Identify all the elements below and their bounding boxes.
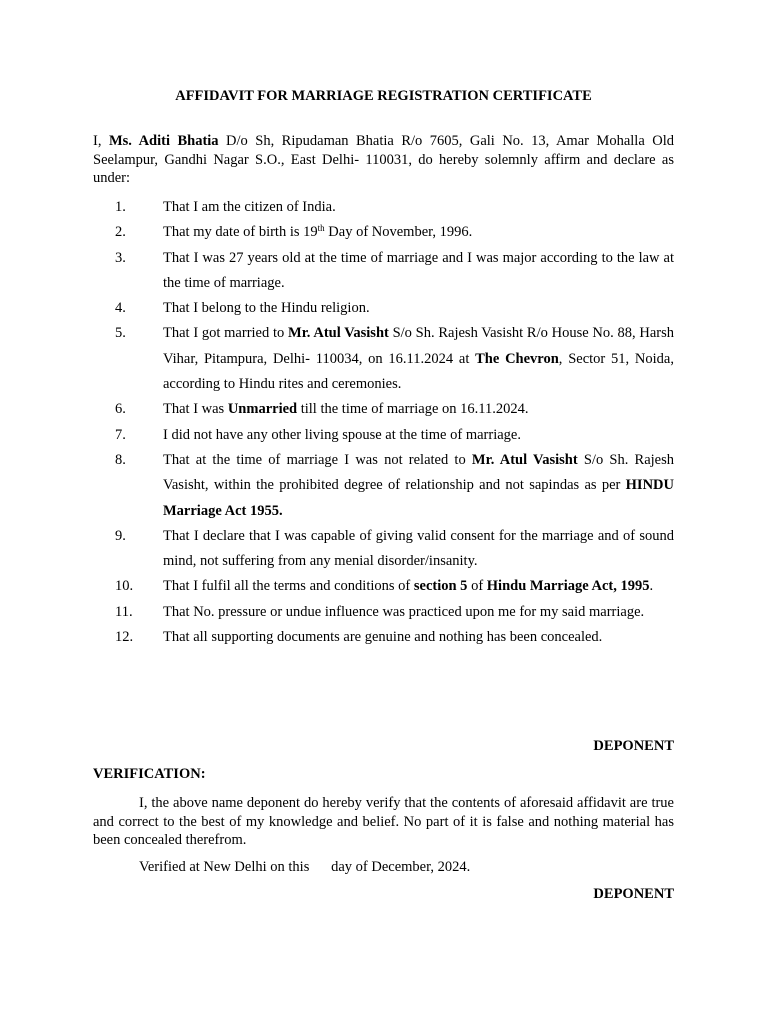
- intro-paragraph: [93, 132, 674, 188]
- verified-at-line: Verified at New Delhi on this day of December, 2024.: [139, 859, 471, 875]
- verification-paragraph: I, the above name deponent do hereby verify that the contents of aforesaid affidavit are true and correct to the best of my knowledge and belief. No part of it is false and nothing material has been concealed therefrom.: [93, 795, 674, 848]
- clause-text: That I declare that I was capable of giving valid consent for the marriage and of sound mind, not suffering from any menial disorder/insanity.: [163, 527, 674, 570]
- ordinal-suffix: th: [317, 223, 325, 234]
- clause-number: 3.: [115, 249, 126, 266]
- clause-text: That all supporting documents are genuine and nothing has been concealed.: [163, 629, 603, 646]
- clause-number: 9.: [115, 527, 126, 544]
- clause-number: 8.: [115, 451, 126, 468]
- clause-text: That I got married to: [163, 325, 289, 342]
- clause-12: [93, 625, 674, 650]
- clause-number: 12.: [115, 629, 134, 646]
- spouse-name: Mr. Atul Vasisht: [471, 451, 578, 468]
- clause-8: [93, 448, 674, 524]
- clause-10: [93, 574, 674, 599]
- spouse-name: Mr. Atul Vasisht: [288, 325, 389, 342]
- clause-number: 2.: [115, 224, 126, 241]
- clause-text: That I fulfil all the terms and conditions of: [163, 578, 414, 595]
- clause-number: 5.: [115, 325, 126, 342]
- clause-text: That No. pressure or undue influence was practiced upon me for my said marriage.: [163, 603, 645, 620]
- clause-number: 11.: [115, 603, 133, 620]
- document-title: AFFIDAVIT FOR MARRIAGE REGISTRATION CERTIFICATE: [175, 88, 592, 104]
- deponent-signature-label: DEPONENT: [593, 886, 674, 902]
- clause-text: Day of November, 1996.: [324, 224, 473, 241]
- verification-heading: VERIFICATION:: [93, 766, 206, 782]
- clause-text: That I am the citizen of India.: [163, 199, 336, 215]
- clause-number: 1.: [115, 199, 126, 215]
- clause-9: [93, 524, 674, 575]
- clause-text: .: [649, 578, 654, 595]
- clause-4: [93, 296, 674, 321]
- clause-number: 4.: [115, 300, 126, 317]
- clause-7: [93, 423, 674, 448]
- deponent-name: Ms. Aditi Bhatia: [108, 133, 219, 149]
- clause-text: That I was 27 years old at the time of marriage and I was major according to the law at the time of marriage.: [163, 249, 674, 291]
- clause-list: [93, 195, 674, 650]
- clause-text: I did not have any other living spouse at the time of marriage.: [163, 426, 521, 443]
- clause-text: , Sector 51, Noida, according to Hindu rites and ceremonies.: [163, 350, 674, 393]
- deponent-label: DEPONENT: [593, 738, 674, 754]
- clause-text: S/o Sh. Rajesh Vasisht, within the prohibited degree of relationship and not sapindas as per: [163, 451, 675, 494]
- intro-rest: D/o Sh, Ripudaman Bhatia R/o 7605, Gali No. 13, Amar Mohalla Old Seelampur, Gandhi Nagar S.O., East Delhi- 110031, do hereby solemnly affirm and declare as under:: [93, 133, 674, 186]
- section-reference: section 5: [413, 578, 468, 595]
- clause-5: [93, 321, 674, 397]
- clause-text: That I belong to the Hindu religion.: [163, 300, 370, 317]
- clause-number: 6.: [115, 401, 126, 418]
- clause-text: That I was: [163, 401, 228, 418]
- clause-text: till the time of marriage on 16.11.2024.: [297, 401, 529, 418]
- clause-text: That at the time of marriage I was not related to: [163, 451, 472, 468]
- clause-2: [93, 220, 674, 245]
- venue-name: The Chevron: [475, 350, 559, 367]
- clause-1: [93, 195, 674, 220]
- clause-3: [93, 246, 674, 297]
- clause-text: of: [467, 578, 487, 595]
- clause-number: 10.: [115, 578, 134, 595]
- clause-11: [93, 600, 674, 625]
- act-reference: HINDU Marriage Act 1955.: [163, 477, 674, 519]
- clause-6: [93, 397, 674, 422]
- clause-text: S/o Sh. Rajesh Vasisht R/o House No. 88, Harsh Vihar, Pitampura, Delhi- 110034, on 16.11.2024 at: [163, 325, 675, 367]
- act-reference: Hindu Marriage Act, 1995: [486, 578, 650, 595]
- intro-prefix: I,: [93, 133, 109, 149]
- clause-number: 7.: [115, 426, 126, 443]
- clause-text: That my date of birth is 19: [163, 224, 318, 241]
- marital-status: Unmarried: [227, 401, 298, 418]
